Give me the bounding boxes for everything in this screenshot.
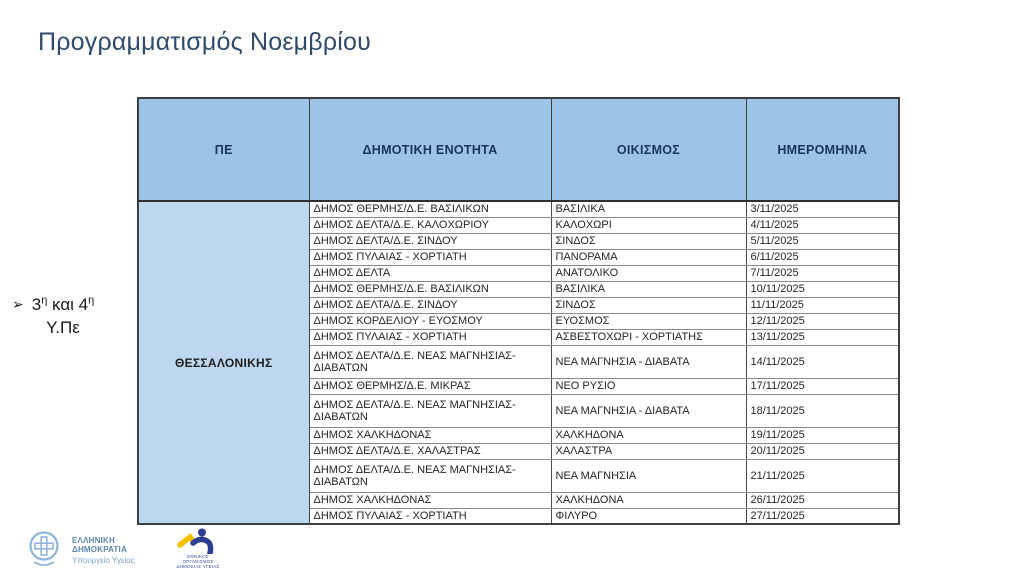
settlement-cell: ΚΑΛΟΧΩΡΙ <box>551 217 746 233</box>
header-cell-settlement: ΟΙΚΙΣΜΟΣ <box>551 98 746 201</box>
header-row <box>138 98 899 201</box>
settlement-cell: ΦΙΛΥΡΟ <box>551 508 746 524</box>
date-cell: 19/11/2025 <box>746 427 899 443</box>
municipality-cell: ΔΗΜΟΣ ΔΕΛΤΑ/Δ.Ε. ΝΕΑΣ ΜΑΓΝΗΣΙΑΣ-ΔΙΑΒΑΤΩΝ <box>309 345 551 378</box>
settlement-cell: ΧΑΛΚΗΔΟΝΑ <box>551 427 746 443</box>
eody-logo-icon <box>176 528 220 554</box>
municipality-cell: ΔΗΜΟΣ ΔΕΛΤΑ/Δ.Ε. ΧΑΛΑΣΤΡΑΣ <box>309 443 551 459</box>
header-cell-pe: ΠΕ <box>138 98 309 201</box>
table-row <box>138 201 899 217</box>
settlement-cell: ΝΕΑ ΜΑΓΝΗΣΙΑ - ΔΙΑΒΑΤΑ <box>551 345 746 378</box>
municipality-cell: ΔΗΜΟΣ ΔΕΛΤΑ/Δ.Ε. ΚΑΛΟΧΩΡΙΟΥ <box>309 217 551 233</box>
date-cell: 6/11/2025 <box>746 249 899 265</box>
ministry-text <box>72 528 162 565</box>
settlement-cell: ΑΣΒΕΣΤΟΧΩΡΙ - ΧΟΡΤΙΑΤΗΣ <box>551 329 746 345</box>
settlement-cell: ΝΕΟ ΡΥΣΙΟ <box>551 378 746 394</box>
ministry-department: Υπουργείο Υγείας <box>72 556 135 565</box>
ministry-name: ΕΛΛΗΝΙΚΗ ΔΗΜΟΚΡΑΤΙΑ <box>72 536 127 554</box>
date-cell: 11/11/2025 <box>746 297 899 313</box>
municipality-cell: ΔΗΜΟΣ ΔΕΛΤΑ/Δ.Ε. ΝΕΑΣ ΜΑΓΝΗΣΙΑΣ-ΔΙΑΒΑΤΩΝ <box>309 394 551 427</box>
municipality-cell: ΔΗΜΟΣ ΔΕΛΤΑ/Δ.Ε. ΣΙΝΔΟΥ <box>309 297 551 313</box>
date-cell: 4/11/2025 <box>746 217 899 233</box>
greek-republic-emblem-icon <box>26 528 62 570</box>
date-cell: 3/11/2025 <box>746 201 899 217</box>
municipality-cell: ΔΗΜΟΣ ΠΥΛΑΙΑΣ - ΧΟΡΤΙΑΤΗ <box>309 329 551 345</box>
arrow-bullet-icon: ➢ <box>12 296 24 312</box>
settlement-cell: ΝΕΑ ΜΑΓΝΗΣΙΑ <box>551 459 746 492</box>
settlement-cell: ΣΙΝΔΟΣ <box>551 233 746 249</box>
settlement-cell: ΑΝΑΤΟΛΙΚΟ <box>551 265 746 281</box>
date-cell: 7/11/2025 <box>746 265 899 281</box>
date-cell: 12/11/2025 <box>746 313 899 329</box>
header-cell-date: ΗΜΕΡΟΜΗΝΙΑ <box>746 98 899 201</box>
settlement-cell: ΕΥΟΣΜΟΣ <box>551 313 746 329</box>
date-cell: 10/11/2025 <box>746 281 899 297</box>
footer <box>26 528 224 570</box>
municipality-cell: ΔΗΜΟΣ ΘΕΡΜΗΣ/Δ.Ε. ΜΙΚΡΑΣ <box>309 378 551 394</box>
date-cell: 27/11/2025 <box>746 508 899 524</box>
municipality-cell: ΔΗΜΟΣ ΠΥΛΑΙΑΣ - ΧΟΡΤΙΑΤΗ <box>309 249 551 265</box>
settlement-cell: ΣΙΝΔΟΣ <box>551 297 746 313</box>
municipality-cell: ΔΗΜΟΣ ΔΕΛΤΑ/Δ.Ε. ΣΙΝΔΟΥ <box>309 233 551 249</box>
date-cell: 18/11/2025 <box>746 394 899 427</box>
bullet-line1: $3^\eta$ και $4^\eta$ <box>31 294 95 314</box>
date-cell: 14/11/2025 <box>746 345 899 378</box>
settlement-cell: ΧΑΛΚΗΔΟΝΑ <box>551 492 746 508</box>
settlement-cell: ΒΑΣΙΛΙΚΑ <box>551 201 746 217</box>
date-cell: 5/11/2025 <box>746 233 899 249</box>
date-cell: 13/11/2025 <box>746 329 899 345</box>
header-cell-municipal-unit: ΔΗΜΟΤΙΚΗ ΕΝΟΤΗΤΑ <box>309 98 551 201</box>
schedule-table <box>137 97 900 525</box>
date-cell: 20/11/2025 <box>746 443 899 459</box>
date-cell: 21/11/2025 <box>746 459 899 492</box>
bullet-line2: Υ.Πε <box>46 318 80 337</box>
municipality-cell: ΔΗΜΟΣ ΠΥΛΑΙΑΣ - ΧΟΡΤΙΑΤΗ <box>309 508 551 524</box>
settlement-cell: ΠΑΝΟΡΑΜΑ <box>551 249 746 265</box>
settlement-cell: ΝΕΑ ΜΑΓΝΗΣΙΑ - ΔΙΑΒΑΤΑ <box>551 394 746 427</box>
pe-cell: ΘΕΣΣΑΛΟΝΙΚΗΣ <box>138 201 309 524</box>
page-title: Προγραμματισμός Νοεμβρίου <box>38 28 372 56</box>
municipality-cell: ΔΗΜΟΣ ΚΟΡΔΕΛΙΟΥ - ΕΥΟΣΜΟΥ <box>309 313 551 329</box>
settlement-cell: ΒΑΣΙΛΙΚΑ <box>551 281 746 297</box>
municipality-cell: ΔΗΜΟΣ ΘΕΡΜΗΣ/Δ.Ε. ΒΑΣΙΛΙΚΩΝ <box>309 281 551 297</box>
municipality-cell: ΔΗΜΟΣ ΧΑΛΚΗΔΟΝΑΣ <box>309 492 551 508</box>
settlement-cell: ΧΑΛΑΣΤΡΑ <box>551 443 746 459</box>
municipality-cell: ΔΗΜΟΣ ΘΕΡΜΗΣ/Δ.Ε. ΒΑΣΙΛΙΚΩΝ <box>309 201 551 217</box>
bullet-text <box>32 293 95 339</box>
municipality-cell: ΔΗΜΟΣ ΔΕΛΤΑ <box>309 265 551 281</box>
municipality-cell: ΔΗΜΟΣ ΔΕΛΤΑ/Δ.Ε. ΝΕΑΣ ΜΑΓΝΗΣΙΑΣ-ΔΙΑΒΑΤΩΝ <box>309 459 551 492</box>
date-cell: 26/11/2025 <box>746 492 899 508</box>
bullet-item <box>12 293 94 339</box>
eody-caption: ΕΘΝΙΚΟΣ ΟΡΓΑΝΙΣΜΟΣ ΔΗΜΟΣΙΑΣ ΥΓΕΙΑΣ <box>176 554 220 569</box>
eody-logo <box>172 528 224 569</box>
municipality-cell: ΔΗΜΟΣ ΧΑΛΚΗΔΟΝΑΣ <box>309 427 551 443</box>
date-cell: 17/11/2025 <box>746 378 899 394</box>
